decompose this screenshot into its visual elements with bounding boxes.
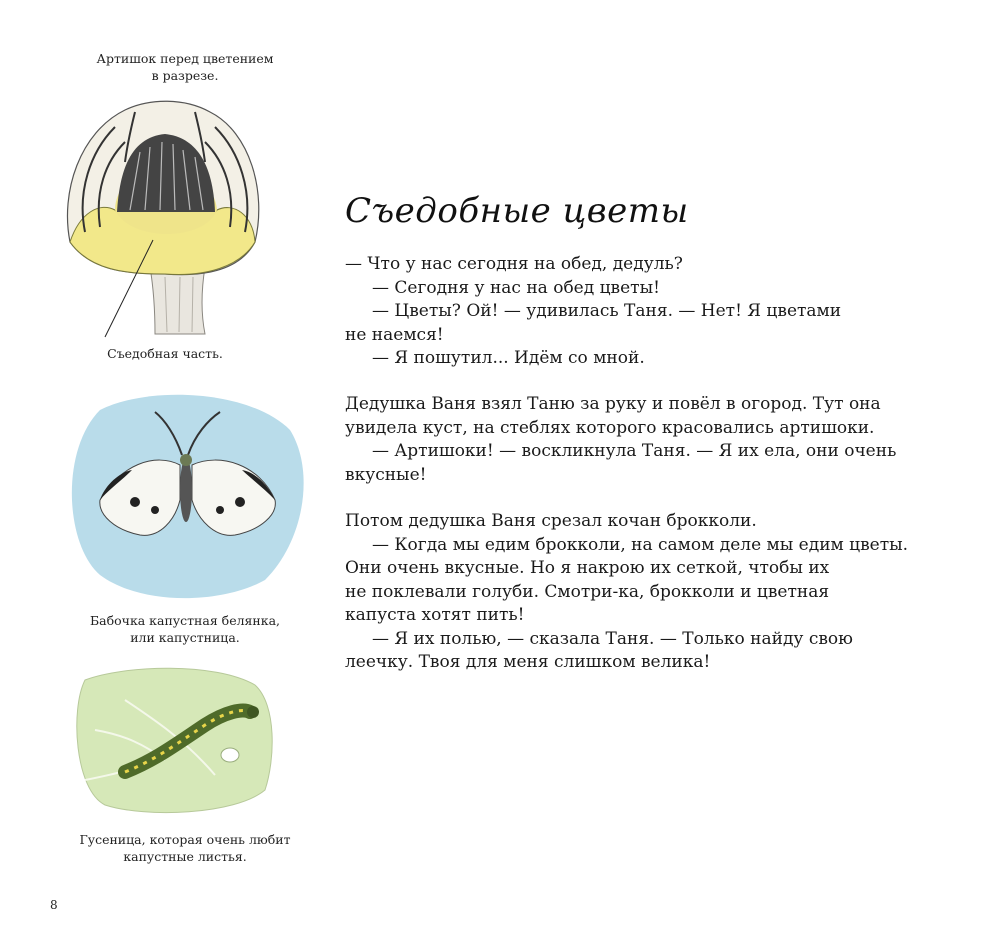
artichoke-caption-line-1: Артишок перед цветением [96, 51, 274, 66]
text-block-broccoli [345, 510, 965, 675]
text-line: Потом дедушка Ваня срезал кочан брокколи. [345, 511, 757, 531]
edible-part-label: Съедобная часть. [107, 346, 223, 361]
edible-part-caption [30, 345, 300, 362]
text-block-dialogue [345, 253, 965, 371]
butterfly-illustration [60, 390, 310, 605]
caterpillar-caption-line-1: Гусеница, которая очень любит [79, 832, 291, 847]
text-line: — Сегодня у нас на обед цветы! [372, 277, 660, 298]
butterfly-caption [50, 612, 320, 646]
text-line: Они очень вкусные. Но я накрою их сеткой, чтобы их [345, 558, 830, 578]
text-line: — Я их полью, — сказала Таня. — Только найду свою [372, 628, 853, 649]
text-line: леечку. Твоя для меня слишком велика! [345, 652, 711, 672]
text-line: увидела куст, на стеблях которого красовались артишоки. [345, 417, 875, 438]
text-line: — Я пошутил... Идём со мной. [372, 348, 645, 368]
text-line: Дедушка Ваня взял Таню за руку и повёл в огород. Тут она [345, 394, 881, 414]
artichoke-illustration [55, 92, 275, 342]
butterfly-caption-line-1: Бабочка капустная белянка, [89, 613, 281, 628]
text-line: не поклевали голуби. Смотри-ка, брокколи и цветная [345, 581, 830, 602]
page-title: Съедобные цветы [345, 191, 689, 231]
butterfly-caption-line-2: или капустница. [130, 630, 240, 645]
text-line: не наемся! [345, 324, 444, 345]
caterpillar-caption [50, 831, 320, 865]
text-line: вкусные! [345, 464, 427, 485]
artichoke-caption-line-2: в разрезе. [151, 68, 219, 83]
caterpillar-illustration [65, 660, 280, 820]
text-line: — Когда мы едим брокколи, на самом деле мы едим цветы. [372, 534, 909, 555]
caterpillar-caption-line-2: капустные листья. [123, 849, 247, 864]
page-number: 8 [50, 898, 58, 912]
text-line: — Что у нас сегодня на обед, дедуль? [345, 254, 683, 274]
artichoke-caption [50, 50, 320, 84]
text-block-artichokes [345, 393, 965, 487]
text-line: капуста хотят пить! [345, 605, 525, 625]
text-line: — Артишоки! — воскликнула Таня. — Я их ела, они очень [372, 441, 897, 461]
text-line: — Цветы? Ой! — удивилась Таня. — Нет! Я цветами [372, 301, 842, 321]
